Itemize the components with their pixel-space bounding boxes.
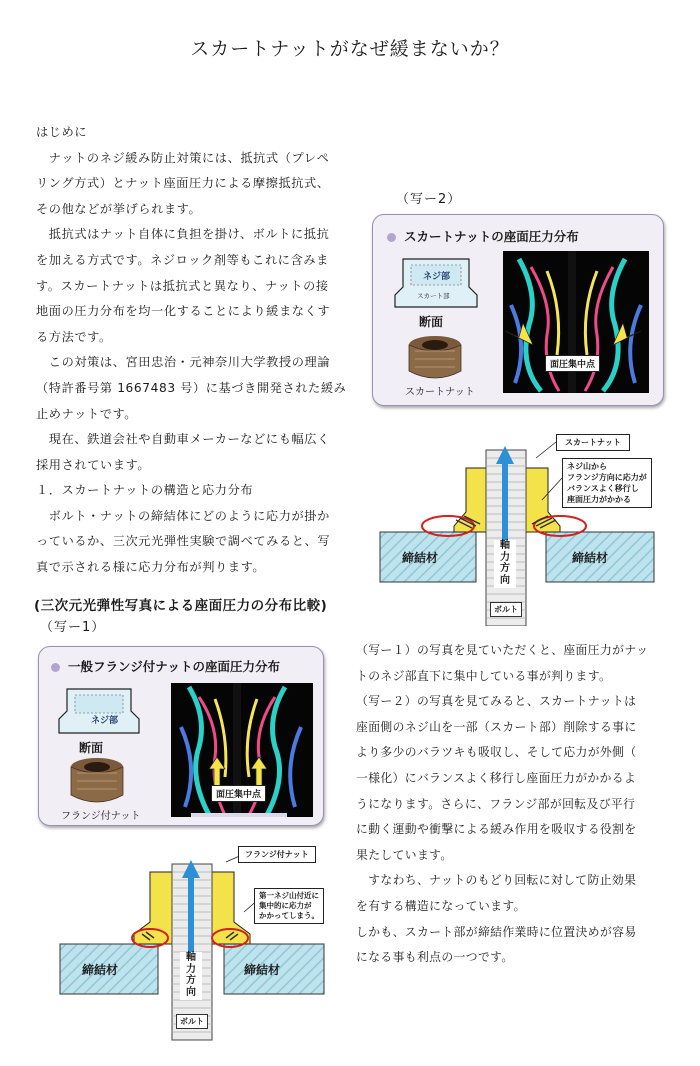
- text-line: 現在、鉄道会社や自動車メーカーなどにも幅広く: [36, 432, 330, 447]
- diagram-2-skirt-nut: [376, 428, 676, 626]
- diagram-1-note: [254, 888, 324, 924]
- photo-2-thread-label: ネジ部: [423, 272, 451, 282]
- photo-1-title: 一般フランジ付ナットの座面圧力分布: [68, 659, 280, 674]
- diagram-1-axis-label: 軸 力 方 向: [186, 952, 196, 998]
- diagram-1-flange-nut: [54, 842, 330, 1042]
- photo-1-thread-label: ネジ部: [91, 716, 119, 726]
- text-line: （特許番号第 1667483 号）に基づき開発された緩み: [36, 380, 347, 395]
- text-line: 座面圧力がかかる: [567, 495, 631, 504]
- diagram-2-material-right: 締結材: [572, 551, 609, 565]
- photo-2-section-label: 断面: [419, 315, 444, 329]
- text-line: を有する構造になっています。: [356, 898, 526, 913]
- photo-1-nut-label: フランジ付ナット: [61, 811, 141, 822]
- diagram-2-note: [562, 458, 652, 508]
- flange-nut-illustration: [39, 647, 323, 825]
- intro-paragraph-2: [36, 222, 346, 350]
- text-line: しかも、スカート部が締結作業時に位置決めが容易: [356, 924, 637, 939]
- text-line: （写ー２）の写真を見てみると、スカートナットは: [356, 694, 637, 709]
- photo-1-concentration-label: 面圧集中点: [211, 785, 266, 802]
- photo-2-panel: [372, 214, 664, 406]
- diagram-2-axis-label: 軸 力 方 向: [500, 540, 510, 586]
- text-line: を加える方式です。ネジロック剤等もこれに含みま: [36, 252, 329, 267]
- text-line: す。スカートナットは抵抗式と異なり、ナットの接: [36, 278, 329, 293]
- text-line: うになります。さらに、フランジ部が回転及び平行: [356, 796, 636, 811]
- text-line: 止めナットです。: [36, 406, 138, 421]
- photo-2-nut-label: スカートナット: [405, 387, 475, 398]
- text-line: ナットのネジ緩み防止対策には、抵抗式（プレペ: [36, 150, 330, 165]
- photo-1-panel: [38, 646, 324, 826]
- text-line: ネジ山から: [567, 462, 607, 471]
- photo-2-concentration-label: 面圧集中点: [545, 355, 600, 372]
- text-line: っているか、三次元光弾性実験で調べてみると、写: [36, 534, 331, 549]
- text-line: 第一ネジ山付近に: [259, 891, 319, 900]
- text-line: 座面側のネジ山を一部（スカート部）削除する事に: [356, 719, 637, 734]
- photo-2-skirt-label: スカート部: [417, 292, 450, 300]
- diagram-1-drawing: [54, 842, 330, 1042]
- text-line: バランスよく移行し: [567, 484, 639, 493]
- skirt-nut-illustration: [373, 215, 663, 405]
- text-line: 採用されています。: [36, 457, 151, 472]
- text-line: 真で示される様に応力分布が判ります。: [36, 559, 266, 574]
- text-line: 地面の圧力分布を均一化することにより緩まなくす: [36, 304, 331, 319]
- diagram-1-material-right: 締結材: [244, 963, 281, 977]
- diagram-2-bolt-label: ボルト: [490, 602, 522, 617]
- text-line: かかってしまう。: [259, 911, 319, 920]
- section-1: [36, 478, 330, 580]
- photo-1-caption: （写ー1）: [40, 620, 106, 635]
- photo-1-section-label: 断面: [79, 741, 104, 755]
- photo-2-title: スカートナットの座面圧力分布: [404, 229, 579, 244]
- text-line: トのネジ部直下に集中している事が判ります。: [356, 668, 612, 683]
- diagram-1-nut-callout: フランジ付ナット: [238, 846, 316, 863]
- text-line: この対策は、宮田忠治・元神奈川大学教授の理論: [36, 355, 331, 370]
- intro-section: [36, 120, 346, 478]
- intro-paragraph-1: [36, 146, 346, 223]
- text-line: その他などが挙げられます。: [36, 201, 202, 216]
- text-line: 集中的に応力が: [259, 901, 312, 910]
- text-line: 抵抗式はナット自体に負担を掛け、ボルトに抵抗: [36, 227, 330, 242]
- comparison-heading: (三次元光弾性写真による座面圧力の分布比較): [34, 598, 328, 614]
- text-line: 果たしています。: [356, 847, 453, 862]
- diagram-1-material-left: 締結材: [82, 963, 119, 977]
- text-line: 一様化）にバランスよく移行し座面圧力がかかるよ: [356, 770, 637, 785]
- explanation-section: [356, 638, 649, 971]
- diagram-2-material-left: 締結材: [402, 551, 439, 565]
- text-line: （写ー１）の写真を見ていただくと、座面圧力がナッ: [356, 643, 649, 657]
- intro-heading: はじめに: [36, 125, 88, 139]
- intro-paragraph-4: [36, 427, 346, 478]
- section-1-heading: １．スカートナットの構造と応力分布: [36, 483, 254, 497]
- text-line: になる事も利点の一つです。: [356, 950, 514, 965]
- diagram-2-nut-callout: スカートナット: [556, 434, 630, 451]
- text-line: より多少のバラツキも吸収し、そして応力が外側（: [356, 745, 637, 760]
- intro-paragraph-3: [36, 350, 346, 427]
- text-line: リング方式）とナット座面圧力による摩擦抵抗式、: [36, 176, 330, 191]
- diagram-1-bolt-label: ボルト: [176, 1014, 208, 1029]
- photo-2-caption: （写ー2）: [396, 192, 462, 207]
- text-line: る方法です。: [36, 329, 112, 344]
- text-line: ボルト・ナットの締結体にどのように応力が掛か: [36, 508, 330, 523]
- text-line: フランジ方向に応力が: [567, 473, 647, 482]
- text-line: すなわち、ナットのもどり回転に対して防止効果: [356, 873, 637, 888]
- text-line: に動く運動や衝撃による緩み作用を吸収する役割を: [356, 822, 637, 837]
- page-title: スカートナットがなぜ緩まないか？: [190, 38, 510, 60]
